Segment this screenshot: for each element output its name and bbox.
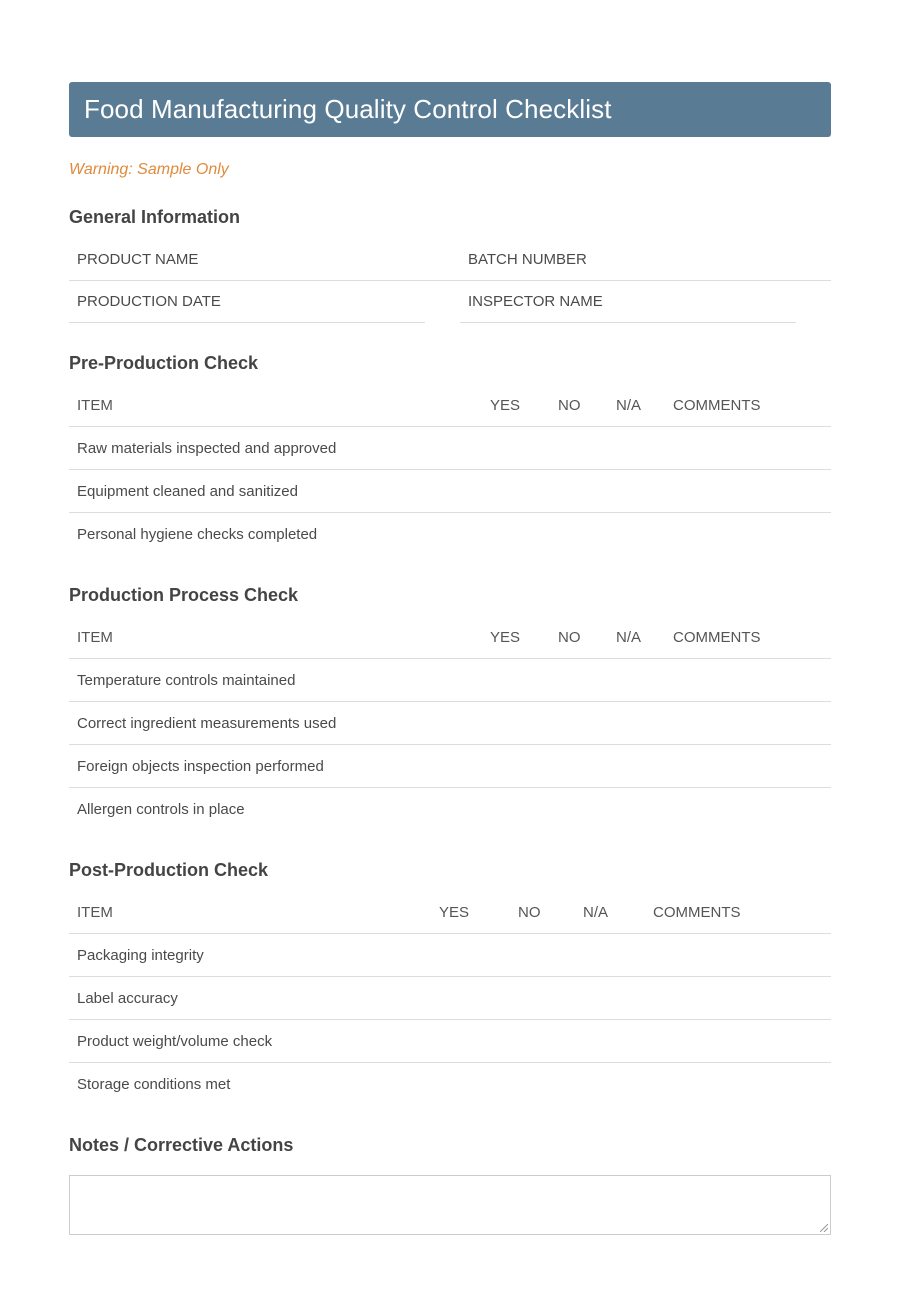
column-item: ITEM (77, 628, 113, 646)
column-no: NO (518, 903, 541, 921)
section-heading: Notes / Corrective Actions (69, 1135, 294, 1155)
na-cell[interactable] (616, 470, 673, 513)
item-label: Packaging integrity (77, 946, 204, 964)
section-heading: Production Process Check (69, 585, 299, 605)
column-comments: COMMENTS (653, 903, 741, 921)
table-row (69, 513, 831, 556)
table-row (69, 934, 831, 977)
section-heading: Post-Production Check (69, 860, 269, 880)
yes-cell[interactable] (490, 470, 558, 513)
general-information-section (69, 207, 831, 323)
item-label: Temperature controls maintained (77, 671, 296, 689)
info-row (69, 239, 831, 281)
production-process-table (69, 616, 831, 830)
na-cell[interactable] (616, 513, 673, 556)
yes-cell[interactable] (490, 659, 558, 702)
title-bar (69, 82, 831, 137)
yes-cell[interactable] (439, 977, 518, 1020)
column-no: NO (558, 396, 581, 414)
info-grid (69, 239, 831, 323)
no-cell[interactable] (558, 702, 616, 745)
item-label: Foreign objects inspection performed (77, 757, 324, 775)
na-cell[interactable] (583, 977, 653, 1020)
na-cell[interactable] (616, 745, 673, 788)
item-label: Allergen controls in place (77, 800, 245, 818)
item-label: Storage conditions met (77, 1075, 231, 1093)
table-row (69, 659, 831, 702)
item-label: Product weight/volume check (77, 1032, 273, 1050)
table-row (69, 470, 831, 513)
resize-grip-icon[interactable] (820, 1224, 828, 1232)
info-row (69, 281, 831, 323)
comments-cell[interactable] (673, 702, 831, 745)
comments-cell[interactable] (673, 470, 831, 513)
table-row (69, 1020, 831, 1063)
no-cell[interactable] (558, 788, 616, 831)
column-comments: COMMENTS (673, 396, 761, 414)
checklist-page (69, 0, 831, 1235)
table-row (69, 745, 831, 788)
inspector-name-field[interactable]: INSPECTOR NAME (460, 281, 796, 323)
section-heading: Pre-Production Check (69, 353, 259, 373)
comments-cell[interactable] (673, 427, 831, 470)
column-yes: YES (490, 628, 521, 646)
item-label: Equipment cleaned and sanitized (77, 482, 298, 500)
comments-cell[interactable] (653, 934, 831, 977)
column-yes: YES (439, 903, 470, 921)
no-cell[interactable] (558, 427, 616, 470)
comments-cell[interactable] (673, 745, 831, 788)
comments-cell[interactable] (673, 788, 831, 831)
na-cell[interactable] (616, 659, 673, 702)
no-cell[interactable] (558, 745, 616, 788)
pre-production-section (69, 353, 831, 555)
na-cell[interactable] (583, 1063, 653, 1106)
table-header-row (69, 384, 831, 427)
comments-cell[interactable] (673, 659, 831, 702)
na-cell[interactable] (583, 934, 653, 977)
column-item: ITEM (77, 396, 113, 414)
table-row (69, 427, 831, 470)
na-cell[interactable] (616, 702, 673, 745)
column-comments: COMMENTS (673, 628, 761, 646)
product-name-field[interactable]: PRODUCT NAME (69, 239, 460, 281)
table-header-row (69, 891, 831, 934)
notes-textarea[interactable] (69, 1175, 831, 1235)
column-yes: YES (490, 396, 521, 414)
column-na: N/A (616, 628, 642, 646)
item-label: Raw materials inspected and approved (77, 439, 337, 457)
no-cell[interactable] (518, 1063, 583, 1106)
table-row (69, 788, 831, 831)
table-row (69, 1063, 831, 1106)
yes-cell[interactable] (490, 788, 558, 831)
table-row (69, 977, 831, 1020)
yes-cell[interactable] (439, 1020, 518, 1063)
yes-cell[interactable] (490, 745, 558, 788)
yes-cell[interactable] (490, 702, 558, 745)
comments-cell[interactable] (653, 1020, 831, 1063)
production-process-section (69, 585, 831, 830)
yes-cell[interactable] (490, 513, 558, 556)
na-cell[interactable] (616, 788, 673, 831)
yes-cell[interactable] (490, 427, 558, 470)
comments-cell[interactable] (673, 513, 831, 556)
page-title: Food Manufacturing Quality Control Checklist (84, 94, 612, 124)
pre-production-table (69, 384, 831, 555)
production-date-field[interactable]: PRODUCTION DATE (69, 281, 425, 323)
batch-number-field[interactable]: BATCH NUMBER (460, 239, 831, 281)
notes-section (69, 1135, 831, 1235)
yes-cell[interactable] (439, 1063, 518, 1106)
section-heading: General Information (69, 207, 241, 227)
item-label: Label accuracy (77, 989, 178, 1007)
comments-cell[interactable] (653, 977, 831, 1020)
na-cell[interactable] (583, 1020, 653, 1063)
item-label: Personal hygiene checks completed (77, 525, 318, 543)
item-label: Correct ingredient measurements used (77, 714, 337, 732)
post-production-table (69, 891, 831, 1105)
column-no: NO (558, 628, 581, 646)
table-header-row (69, 616, 831, 659)
info-spacer (425, 281, 460, 323)
comments-cell[interactable] (653, 1063, 831, 1106)
yes-cell[interactable] (439, 934, 518, 977)
no-cell[interactable] (518, 1020, 583, 1063)
no-cell[interactable] (558, 659, 616, 702)
na-cell[interactable] (616, 427, 673, 470)
no-cell[interactable] (558, 513, 616, 556)
column-na: N/A (583, 903, 609, 921)
no-cell[interactable] (558, 470, 616, 513)
no-cell[interactable] (518, 934, 583, 977)
post-production-section (69, 860, 831, 1105)
table-row (69, 702, 831, 745)
no-cell[interactable] (518, 977, 583, 1020)
column-item: ITEM (77, 903, 113, 921)
column-na: N/A (616, 396, 642, 414)
warning-note: Warning: Sample Only (69, 161, 229, 178)
